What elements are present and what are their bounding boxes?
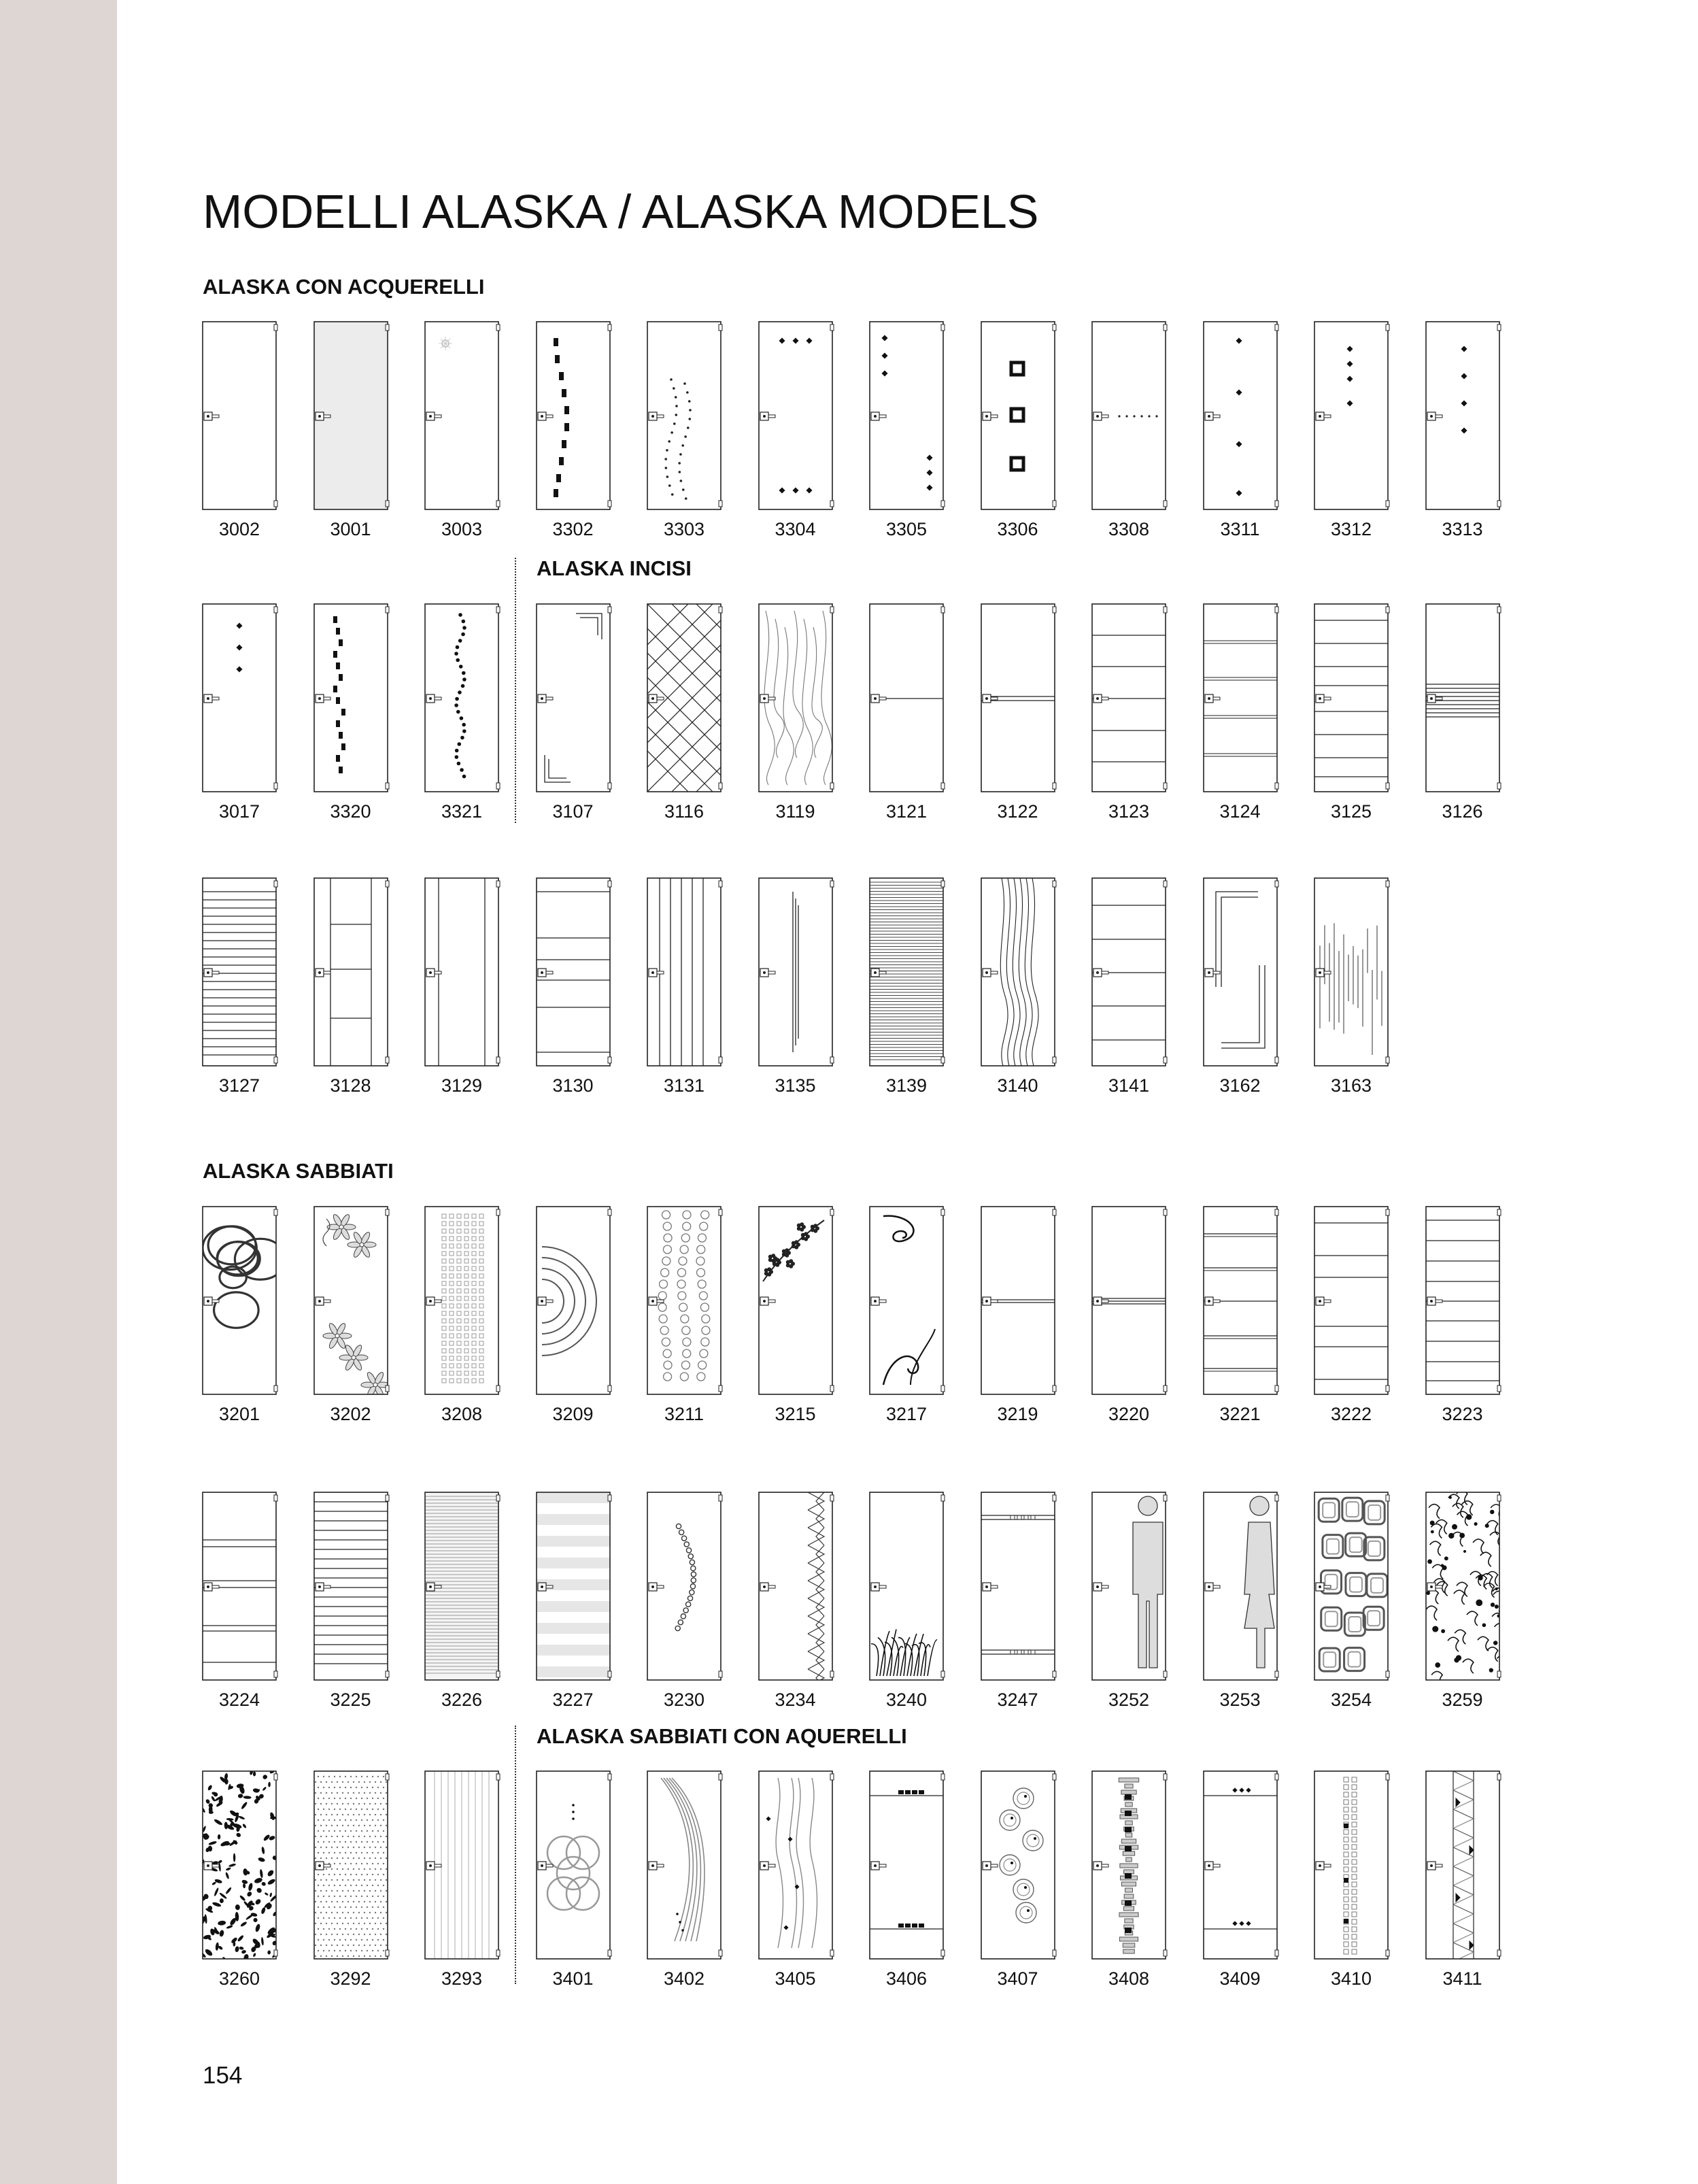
door-drawing (647, 878, 721, 1066)
model-code: 3003 (441, 519, 483, 539)
door-drawing (537, 322, 610, 509)
door-model (537, 604, 610, 822)
door-model (647, 604, 721, 822)
model-code: 3107 (552, 801, 594, 822)
door-model (1092, 878, 1166, 1096)
door-drawing (981, 1771, 1055, 1959)
door-model (203, 604, 276, 822)
model-code: 3308 (1108, 519, 1150, 539)
door-drawing (425, 1771, 498, 1959)
door-drawing (425, 1207, 498, 1394)
model-code: 3252 (1108, 1690, 1150, 1710)
door-drawing (870, 604, 943, 792)
model-code: 3312 (1330, 519, 1372, 539)
door-drawing (981, 604, 1055, 792)
model-code: 3411 (1442, 1968, 1482, 1989)
model-code: 3402 (663, 1968, 705, 1989)
model-code: 3131 (663, 1075, 705, 1096)
door-drawing (647, 1492, 721, 1680)
door-model (1204, 604, 1277, 822)
door-model (1092, 1492, 1166, 1710)
door-model (314, 878, 388, 1096)
door-drawing (537, 604, 610, 792)
door-model (981, 1492, 1055, 1710)
section-heading-sabbiati-acquerelli: ALASKA SABBIATI CON AQUERELLI (537, 1724, 907, 1748)
door-model (203, 322, 276, 539)
door-drawing (314, 322, 388, 509)
door-drawing (981, 322, 1055, 509)
door-drawing (759, 1771, 832, 1959)
door-model (759, 1771, 832, 1989)
door-model (870, 878, 943, 1096)
door-model (425, 1492, 498, 1710)
door-model (981, 604, 1055, 822)
door-drawing (981, 1492, 1055, 1680)
model-code: 3226 (441, 1690, 483, 1710)
model-code: 3311 (1220, 519, 1260, 539)
model-code: 3201 (218, 1404, 260, 1424)
model-code: 3303 (663, 519, 705, 539)
door-model (1314, 1771, 1388, 1989)
door-model (1314, 1492, 1388, 1710)
door-model (759, 1492, 832, 1710)
door-drawing (314, 604, 388, 792)
door-model (1426, 1207, 1499, 1424)
door-model (1314, 604, 1388, 822)
door-drawing (1092, 1771, 1166, 1959)
door-drawing (870, 1492, 943, 1680)
door-drawing (1314, 604, 1388, 792)
door-drawing (647, 1771, 721, 1959)
model-code: 3240 (885, 1690, 928, 1710)
door-drawing (203, 1771, 276, 1959)
model-code: 3211 (664, 1404, 704, 1424)
model-code: 3247 (997, 1690, 1038, 1710)
door-model (203, 878, 276, 1096)
door-drawing (537, 1492, 610, 1680)
door-model (537, 322, 610, 539)
door-model (425, 604, 498, 822)
door-drawing (537, 1771, 610, 1959)
model-code: 3208 (441, 1404, 483, 1424)
door-drawing (1092, 322, 1166, 509)
model-code: 3135 (775, 1075, 816, 1096)
door-drawing (1426, 604, 1499, 792)
door-model (1426, 1492, 1499, 1710)
door-drawing (314, 1771, 388, 1959)
door-model (314, 322, 388, 539)
door-model (537, 1207, 610, 1424)
door-model (203, 1492, 276, 1710)
door-model (1426, 1771, 1499, 1989)
door-model (1426, 322, 1499, 539)
door-drawing (1314, 878, 1388, 1066)
door-drawing (425, 1492, 498, 1680)
door-model (1314, 1207, 1388, 1424)
door-drawing (203, 604, 276, 792)
model-code: 3126 (1442, 801, 1483, 822)
model-code: 3406 (885, 1968, 928, 1989)
door-drawing (1092, 1207, 1166, 1394)
door-drawing (1314, 1771, 1388, 1959)
model-code: 3122 (997, 801, 1038, 822)
door-model (425, 322, 498, 539)
model-code: 3163 (1330, 1075, 1372, 1096)
door-model (759, 878, 832, 1096)
door-model (870, 1771, 943, 1989)
door-drawing (425, 322, 498, 509)
model-code: 3121 (885, 801, 928, 822)
model-code: 3209 (552, 1404, 594, 1424)
model-code: 3162 (1219, 1075, 1261, 1096)
model-code: 3234 (775, 1690, 816, 1710)
door-model (1204, 878, 1277, 1096)
door-drawing (1426, 1492, 1499, 1680)
section-heading-acquerelli: ALASKA CON ACQUERELLI (203, 275, 485, 299)
model-code: 3141 (1108, 1075, 1150, 1096)
model-code: 3017 (218, 801, 260, 822)
model-code: 3129 (441, 1075, 483, 1096)
model-code: 3306 (997, 519, 1038, 539)
door-drawing (1426, 1207, 1499, 1394)
door-model (759, 322, 832, 539)
model-code: 3219 (997, 1404, 1038, 1424)
door-model (981, 1207, 1055, 1424)
door-drawing (1204, 1207, 1277, 1394)
section-divider (515, 1726, 516, 1984)
model-code: 3253 (1219, 1690, 1261, 1710)
door-drawing (203, 878, 276, 1066)
section-heading-sabbiati: ALASKA SABBIATI (203, 1159, 394, 1183)
door-drawing (1314, 1492, 1388, 1680)
model-code: 3222 (1330, 1404, 1372, 1424)
door-model (1314, 878, 1388, 1096)
model-code: 3123 (1108, 801, 1150, 822)
door-model (1092, 322, 1166, 539)
door-model (425, 1207, 498, 1424)
model-code: 3130 (552, 1075, 594, 1096)
model-code: 3405 (775, 1968, 816, 1989)
door-model (759, 604, 832, 822)
door-model (1426, 604, 1499, 822)
door-drawing (647, 1207, 721, 1394)
door-model (981, 878, 1055, 1096)
model-code: 3254 (1330, 1690, 1372, 1710)
model-code: 3259 (1442, 1690, 1483, 1710)
door-drawing (537, 878, 610, 1066)
door-drawing (1204, 1492, 1277, 1680)
door-drawing (1426, 322, 1499, 509)
model-code: 3224 (218, 1690, 260, 1710)
model-code: 3313 (1442, 519, 1483, 539)
door-model (870, 604, 943, 822)
model-code: 3119 (775, 801, 815, 822)
door-model (1204, 1207, 1277, 1424)
door-drawing (981, 1207, 1055, 1394)
door-drawing (759, 322, 832, 509)
door-drawing (1426, 1771, 1499, 1959)
door-model (1092, 1207, 1166, 1424)
model-code: 3292 (330, 1968, 371, 1989)
door-drawing (537, 1207, 610, 1394)
door-drawing (1314, 1207, 1388, 1394)
section-heading-incisi: ALASKA INCISI (537, 556, 692, 580)
model-code: 3225 (330, 1690, 371, 1710)
model-code: 3001 (330, 519, 371, 539)
door-drawing (314, 878, 388, 1066)
door-model (537, 1492, 610, 1710)
door-drawing (1092, 604, 1166, 792)
model-code: 3221 (1219, 1404, 1261, 1424)
door-drawing (1204, 322, 1277, 509)
model-code: 3220 (1108, 1404, 1150, 1424)
door-model (870, 322, 943, 539)
model-code: 3128 (330, 1075, 371, 1096)
section-divider (515, 558, 516, 823)
model-code: 3302 (552, 519, 594, 539)
door-model (537, 878, 610, 1096)
door-model (647, 1207, 721, 1424)
door-drawing (981, 878, 1055, 1066)
door-model (425, 878, 498, 1096)
door-model (647, 878, 721, 1096)
door-drawing (1204, 604, 1277, 792)
door-drawing (1092, 878, 1166, 1066)
door-model (203, 1207, 276, 1424)
door-model (1204, 1492, 1277, 1710)
door-drawing (759, 1207, 832, 1394)
door-drawing (647, 322, 721, 509)
door-drawing (759, 878, 832, 1066)
door-drawing (759, 604, 832, 792)
door-model (314, 1207, 388, 1424)
door-model (647, 1771, 721, 1989)
model-code: 3202 (330, 1404, 371, 1424)
door-model (647, 322, 721, 539)
door-model (870, 1492, 943, 1710)
door-drawing (314, 1207, 388, 1394)
model-code: 3304 (775, 519, 816, 539)
model-code: 3127 (218, 1075, 260, 1096)
model-code: 3124 (1219, 801, 1261, 822)
model-code: 3321 (441, 801, 483, 822)
door-model (314, 604, 388, 822)
model-code: 3116 (664, 801, 704, 822)
door-model (1314, 322, 1388, 539)
door-model (759, 1207, 832, 1424)
model-code: 3293 (441, 1968, 483, 1989)
door-model (647, 1492, 721, 1710)
door-model (1092, 604, 1166, 822)
door-model (981, 1771, 1055, 1989)
page-margin-band (0, 0, 117, 2184)
model-code: 3407 (997, 1968, 1038, 1989)
door-model (203, 1771, 276, 1989)
door-model (1092, 1771, 1166, 1989)
model-code: 3409 (1219, 1968, 1261, 1989)
door-drawing (647, 604, 721, 792)
model-code: 3320 (330, 801, 371, 822)
door-model (314, 1771, 388, 1989)
model-code: 3223 (1442, 1404, 1483, 1424)
door-drawing (425, 604, 498, 792)
door-drawing (759, 1492, 832, 1680)
model-code: 3002 (218, 519, 260, 539)
page-number: 154 (203, 2062, 243, 2089)
door-drawing (203, 322, 276, 509)
door-model (425, 1771, 498, 1989)
door-model (981, 322, 1055, 539)
model-code: 3408 (1108, 1968, 1150, 1989)
model-code: 3140 (997, 1075, 1038, 1096)
door-drawing (203, 1207, 276, 1394)
door-drawing (870, 1771, 943, 1959)
door-model (1204, 1771, 1277, 1989)
door-drawing (314, 1492, 388, 1680)
model-code: 3410 (1330, 1968, 1372, 1989)
door-drawing (870, 322, 943, 509)
door-drawing (1092, 1492, 1166, 1680)
model-code: 3401 (552, 1968, 594, 1989)
door-model (870, 1207, 943, 1424)
model-code: 3305 (885, 519, 928, 539)
model-code: 3215 (775, 1404, 816, 1424)
door-drawing (1204, 878, 1277, 1066)
door-model (1204, 322, 1277, 539)
model-code: 3227 (552, 1690, 594, 1710)
door-drawing (870, 878, 943, 1066)
model-code: 3260 (218, 1968, 260, 1989)
model-code: 3217 (885, 1404, 928, 1424)
model-code: 3230 (663, 1690, 705, 1710)
door-drawing (1314, 322, 1388, 509)
door-drawing (870, 1207, 943, 1394)
page-title: MODELLI ALASKA / ALASKA MODELS (203, 185, 1039, 238)
door-drawing (425, 878, 498, 1066)
door-model (314, 1492, 388, 1710)
model-code: 3125 (1330, 801, 1372, 822)
door-drawing (203, 1492, 276, 1680)
door-drawing (1204, 1771, 1277, 1959)
door-model (537, 1771, 610, 1989)
model-code: 3139 (885, 1075, 928, 1096)
